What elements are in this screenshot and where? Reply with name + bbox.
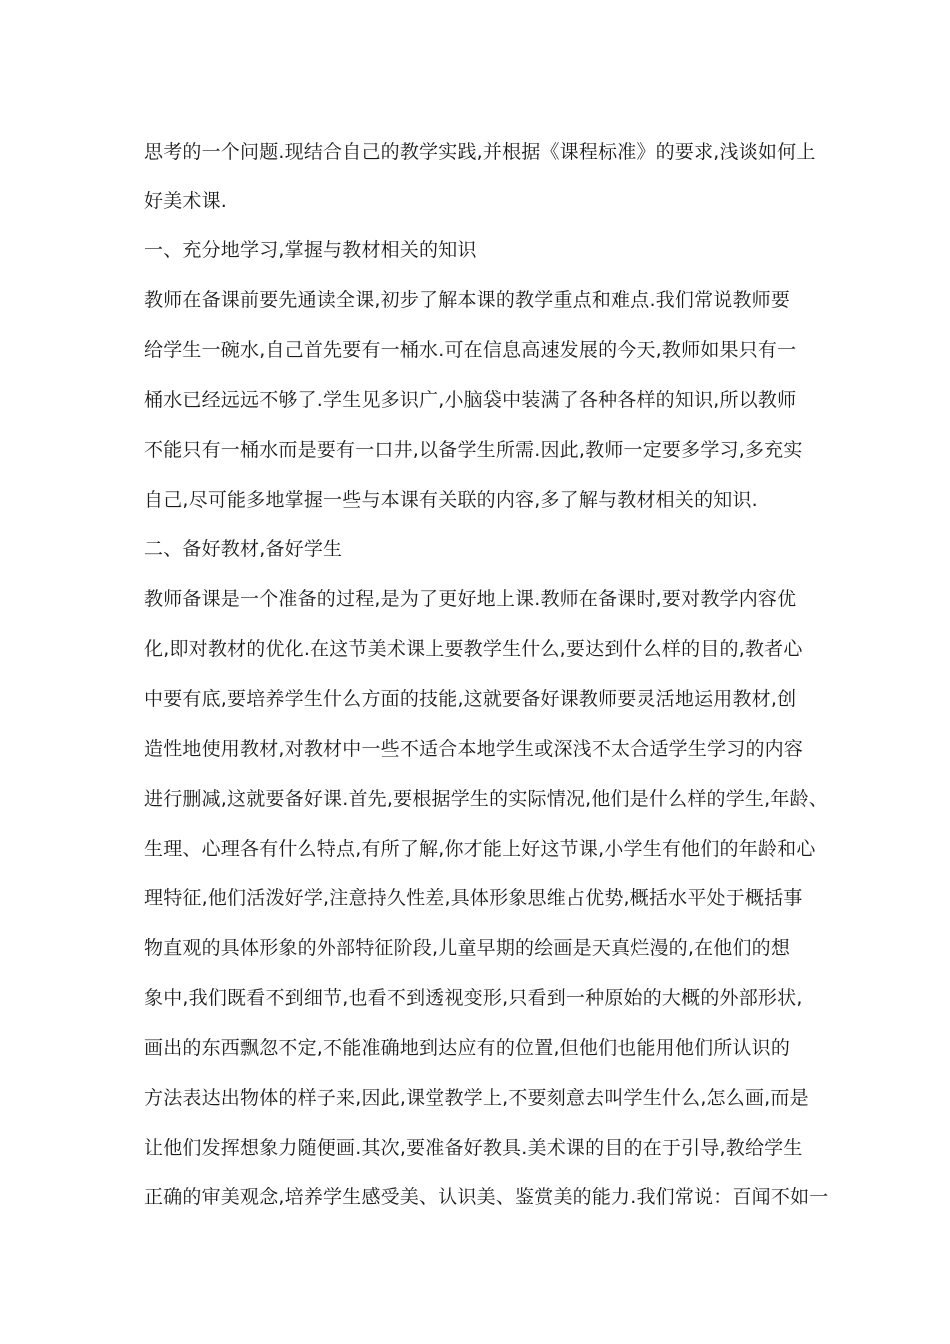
paragraph-line: 给学生一碗水,自己首先要有一桶水.可在信息高速发展的今天,教师如果只有一 <box>144 339 797 361</box>
paragraph-line: 教师备课是一个准备的过程,是为了更好地上课.教师在备课时,要对教学内容优 <box>144 588 797 610</box>
paragraph-line: 好美术课. <box>144 190 228 212</box>
paragraph-line: 造性地使用教材,对教材中一些不适合本地学生或深浅不太合适学生学习的内容 <box>144 738 804 760</box>
section-heading: 一、充分地学习,掌握与教材相关的知识 <box>144 239 477 261</box>
paragraph-line: 中要有底,要培养学生什么方面的技能,这就要备好课教师要灵活地运用教材,创 <box>144 688 797 710</box>
paragraph-line: 正确的审美观念,培养学生感受美、认识美、鉴赏美的能力.我们常说：百闻不如一 <box>144 1186 829 1208</box>
paragraph-line: 进行删减,这就要备好课.首先,要根据学生的实际情况,他们是什么样的学生,年龄、 <box>144 788 828 810</box>
paragraph-line: 思考的一个问题.现结合自己的教学实践,并根据《课程标准》的要求,浅谈如何上 <box>144 141 816 163</box>
paragraph-line: 不能只有一桶水而是要有一口井,以备学生所需.因此,教师一定要多学习,多充实 <box>144 439 803 461</box>
paragraph-line: 桶水已经远远不够了.学生见多识广,小脑袋中装满了各种各样的知识,所以教师 <box>144 389 797 411</box>
paragraph-line: 方法表达出物体的样子来,因此,课堂教学上,不要刻意去叫学生什么,怎么画,而是 <box>144 1087 809 1109</box>
section-heading: 二、备好教材,备好学生 <box>144 538 343 560</box>
paragraph-line: 化,即对教材的优化.在这节美术课上要教学生什么,要达到什么样的目的,教者心 <box>144 638 803 660</box>
paragraph-line: 自己,尽可能多地掌握一些与本课有关联的内容,多了解与教材相关的知识. <box>144 489 758 511</box>
paragraph-line: 象中,我们既看不到细节,也看不到透视变形,只看到一种原始的大概的外部形状, <box>144 987 803 1009</box>
paragraph-line: 画出的东西飘忽不定,不能准确地到达应有的位置,但他们也能用他们所认识的 <box>144 1037 791 1059</box>
paragraph-line: 生理、心理各有什么特点,有所了解,你才能上好这节课,小学生有他们的年龄和心 <box>144 838 816 860</box>
paragraph-line: 教师在备课前要先通读全课,初步了解本课的教学重点和难点.我们常说教师要 <box>144 289 791 311</box>
paragraph-line: 理特征,他们活泼好学,注意持久性差,具体形象思维占优势,概括水平处于概括事 <box>144 887 803 909</box>
paragraph-line: 让他们发挥想象力随便画.其次,要准备好教具.美术课的目的在于引导,教给学生 <box>144 1137 803 1159</box>
paragraph-line: 物直观的具体形象的外部特征阶段,儿童早期的绘画是天真烂漫的,在他们的想 <box>144 937 791 959</box>
